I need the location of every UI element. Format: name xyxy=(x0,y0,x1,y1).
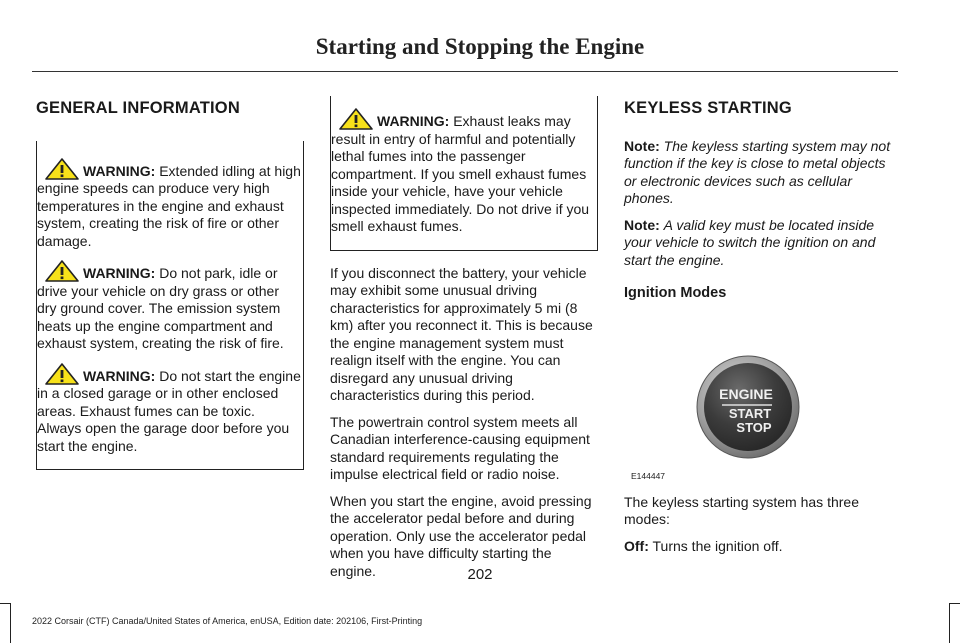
warning-text: Do not park, idle or drive your vehicle on dry grass or other dry ground cover. The emission system heats up the engine compartment and exhaust system, creating the risk of fire. xyxy=(37,265,284,351)
column-general-information xyxy=(36,96,304,470)
warning-text: Do not start the engine in a closed garage or in other enclosed areas. Exhaust fumes can be toxic. Always open the garage door before you start the engine. xyxy=(37,367,301,454)
section-heading-keyless-starting: KEYLESS STARTING xyxy=(624,99,792,117)
button-text-engine: ENGINE xyxy=(719,385,773,402)
footer-edition-text: 2022 Corsair (CTF) Canada/United States of America, enUSA, Edition date: 202106, First-Printing xyxy=(32,616,423,626)
page-number: 202 xyxy=(467,566,493,583)
mode-text: Turns the ignition off. xyxy=(648,537,783,554)
mode-label: Off: xyxy=(624,537,649,554)
engine-start-stop-button-icon xyxy=(696,355,800,459)
warning-box xyxy=(36,141,304,471)
warning-item xyxy=(37,260,303,353)
paragraph-accelerator: When you start the engine, avoid pressing the accelerator pedal before and during operation. Only use the accelerator pedal when you have difficulty starting the engine. xyxy=(330,492,592,579)
column-keyless-starting xyxy=(624,96,892,564)
warning-text: Exhaust leaks may result in entry of harmful and potentially lethal fumes into the passenger compartment. If you smell exhaust fumes inside your vehicle, have your vehicle inspected immediately. Do not drive if you smell exhaust fumes. xyxy=(331,113,590,234)
paragraph-modes-intro: The keyless starting system has three modes: xyxy=(624,493,859,527)
warning-box xyxy=(330,96,598,251)
paragraph-powertrain: The powertrain control system meets all Canadian interference-causing equipment standard requirements regulating the impulse electrical field or radio noise. xyxy=(330,413,590,482)
warning-triangle-icon xyxy=(339,108,373,130)
note-label: Note: xyxy=(624,216,660,233)
note xyxy=(624,138,892,208)
warning-item xyxy=(37,158,303,251)
subheading-ignition-modes: Ignition Modes xyxy=(624,285,727,301)
crop-mark xyxy=(0,603,10,604)
engine-start-stop-figure xyxy=(624,313,892,488)
button-text-stop: STOP xyxy=(736,419,772,435)
warning-text: Extended idling at high engine speeds can produce very high temperatures in the engine and exhaust system, creating the risk of fire or other damage. xyxy=(37,162,301,249)
crop-mark xyxy=(10,603,11,643)
warning-triangle-icon xyxy=(45,158,79,180)
note-label: Note: xyxy=(624,137,660,154)
crop-mark xyxy=(950,603,960,604)
warning-label: WARNING: xyxy=(377,113,450,129)
note xyxy=(624,217,892,270)
warning-item xyxy=(331,108,597,236)
warning-label: WARNING: xyxy=(83,367,156,384)
column-middle xyxy=(330,96,598,589)
warning-label: WARNING: xyxy=(83,265,156,281)
section-heading-general-information: GENERAL INFORMATION xyxy=(36,99,240,117)
warning-item xyxy=(37,363,303,456)
paragraph-battery-disconnect: If you disconnect the battery, your vehicle may exhibit some unusual driving characteristics for approximately 5 mi (8 km) after you reconnect it. This is because the engine management system must realign itself with the engine. You can disregard any unusual driving characteristics during this period. xyxy=(330,264,593,403)
warning-triangle-icon xyxy=(45,363,79,385)
page-header-title: Starting and Stopping the Engine xyxy=(315,34,645,59)
note-text: The keyless starting system may not function if the key is close to metal objects or electronic devices such as cellular phones. xyxy=(624,137,891,206)
crop-mark xyxy=(949,603,950,643)
figure-id: E144447 xyxy=(631,470,666,481)
note-text: A valid key must be located inside your vehicle to switch the ignition on and start the engine. xyxy=(624,216,876,268)
header-rule xyxy=(32,71,898,72)
mode-off xyxy=(624,538,892,556)
warning-triangle-icon xyxy=(45,260,79,282)
button-text-start: START xyxy=(728,405,772,421)
warning-label: WARNING: xyxy=(83,162,156,179)
